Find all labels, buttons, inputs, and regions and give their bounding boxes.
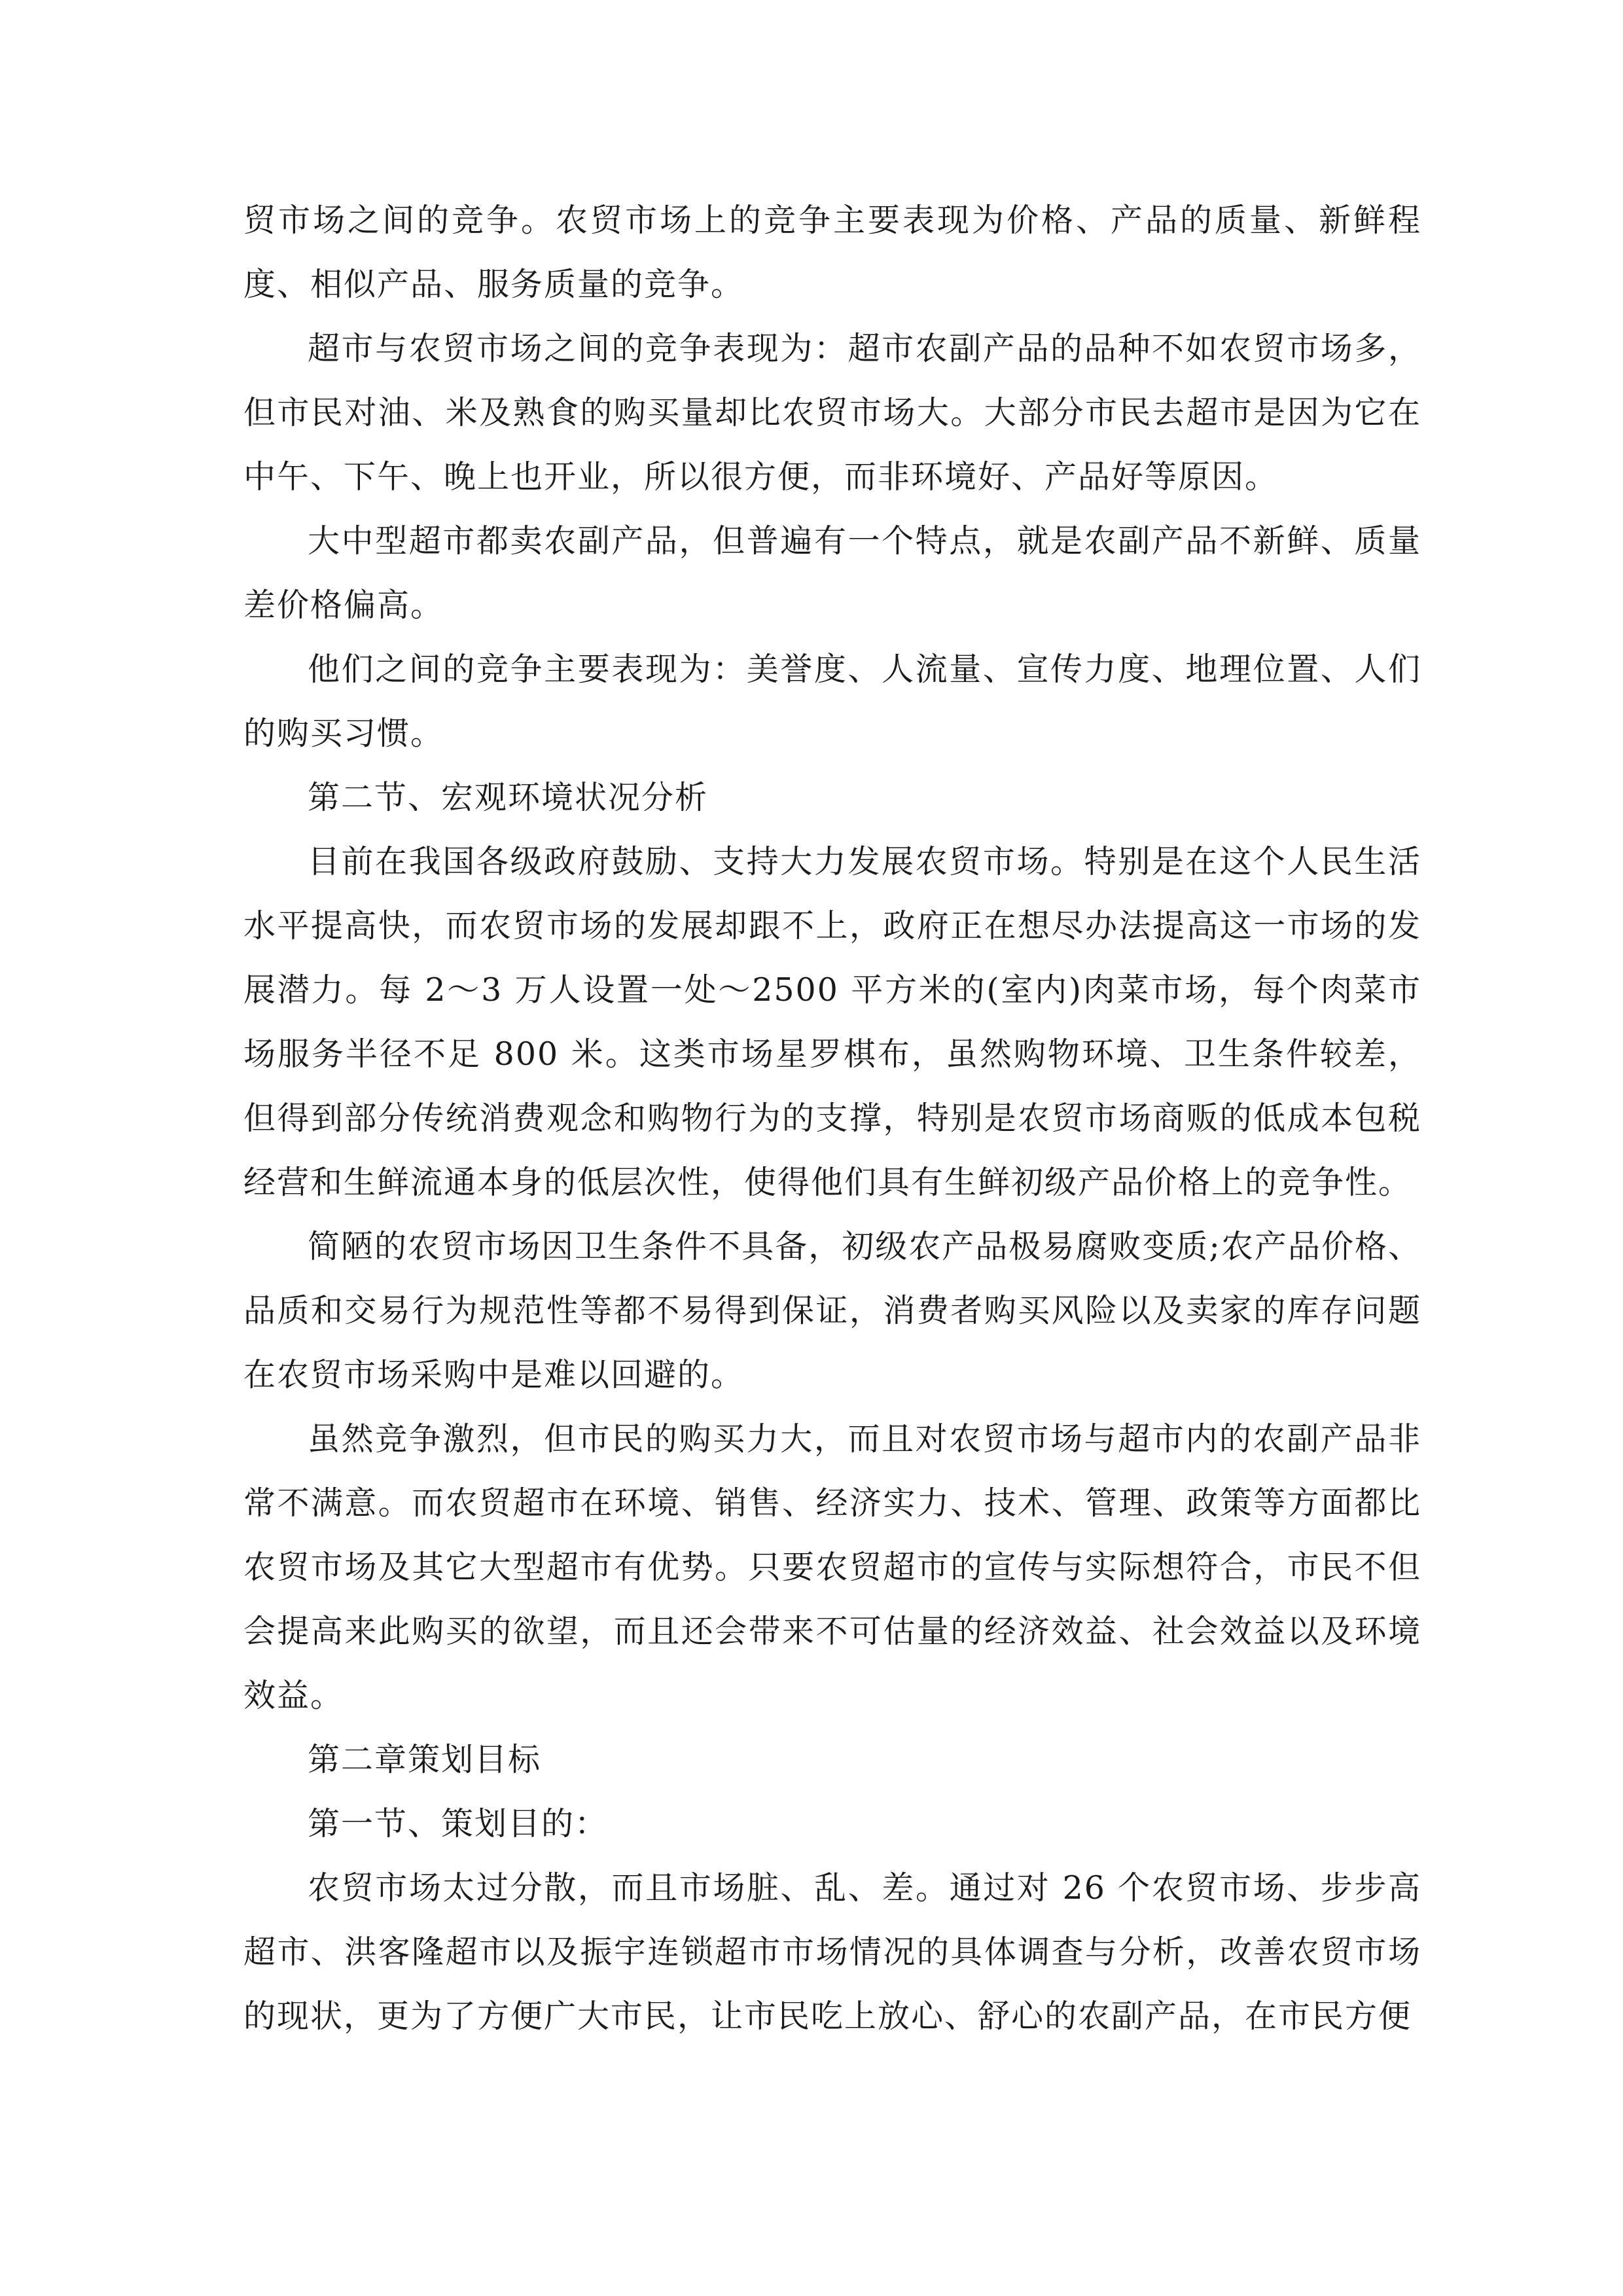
paragraph-competition-factors: 他们之间的竞争主要表现为：美誉度、人流量、宣传力度、地理位置、人们的购买习惯。 <box>243 651 1421 752</box>
paragraph-supermarket-vs-market: 超市与农贸市场之间的竞争表现为：超市农副产品的品种不如农贸市场多，但市民对油、米及熟食的购买量却比农贸市场大。大部分市民去超市是因为它在中午、下午、晚上也开业，所以很方便，而非环境好、产品好等原因。 <box>243 330 1421 495</box>
paragraph-continuation: 贸市场之间的竞争。农贸市场上的竞争主要表现为价格、产品的质量、新鲜程度、相似产品、服务质量的竞争。 <box>243 202 1421 303</box>
section-heading-planning-purpose: 第一节、策划目的： <box>308 1805 609 1842</box>
paragraph-purchasing-power: 虽然竞争激烈，但市民的购买力大，而且对农贸市场与超市内的农副产品非常不满意。而农贸超市在环境、销售、经济实力、技术、管理、政策等方面都比农贸市场及其它大型超市有优势。只要农贸超市的宣传与实际想符合，市民不但会提高来此购买的欲望，而且还会带来不可估量的经济效益、社会效益以及环境效益。 <box>243 1420 1421 1714</box>
paragraph-large-supermarkets: 大中型超市都卖农副产品，但普遍有一个特点，就是农副产品不新鲜、质量差价格偏高。 <box>243 522 1421 624</box>
document-page <box>243 188 1421 2049</box>
paragraph-planning-purpose: 农贸市场太过分散，而且市场脏、乱、差。通过对 26 个农贸市场、步步高超市、洪客隆超市以及振宇连锁超市市场情况的具体调查与分析，改善农贸市场的现状，更为了方便广大市民，让市民吃上放心、舒心的农副产品，在市民方便 <box>243 1869 1421 2035</box>
section-heading-macro-environment: 第二节、宏观环境状况分析 <box>308 779 709 816</box>
paragraph-sanitation-issues: 简陋的农贸市场因卫生条件不具备，初级农产品极易腐败变质;农产品价格、品质和交易行为规范性等都不易得到保证，消费者购买风险以及卖家的库存问题在农贸市场采购中是难以回避的。 <box>243 1228 1421 1393</box>
paragraph-government-support: 目前在我国各级政府鼓励、支持大力发展农贸市场。特别是在这个人民生活水平提高快，而农贸市场的发展却跟不上，政府正在想尽办法提高这一市场的发展潜力。每 2～3 万人设置一处～2500 平方米的(室内)肉菜市场，每个肉菜市场服务半径不足 800 米。这类市场星罗棋布，虽然购物环境、卫生条件较差，但得到部分传统消费观念和购物行为的支撑，特别是农贸市场商贩的低成本包税经营和生鲜流通本身的低层次性，使得他们具有生鲜初级产品价格上的竞争性。 <box>243 843 1421 1201</box>
chapter-heading-planning-goals: 第二章策划目标 <box>308 1741 542 1778</box>
